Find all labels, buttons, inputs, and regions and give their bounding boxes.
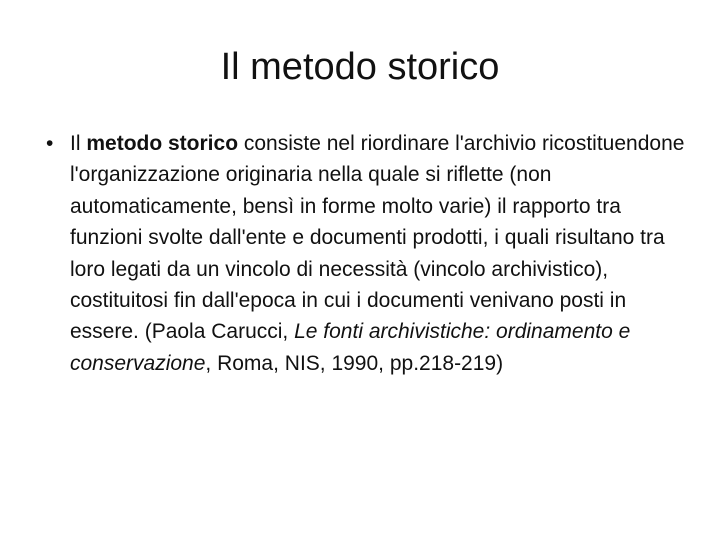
slide-title: Il metodo storico bbox=[220, 46, 500, 88]
bullet-dot-icon: • bbox=[46, 132, 54, 155]
bullet-text-intro: Il bbox=[70, 132, 87, 155]
bullet-text bbox=[70, 128, 696, 379]
bullet-text-citation: , Roma, NIS, 1990, pp.218-219) bbox=[205, 351, 504, 375]
bullet-text-bold-term: metodo storico bbox=[86, 132, 239, 155]
slide-body bbox=[46, 128, 696, 379]
bullet-text-book-title: Le fonti archivistiche: ordinamento e conservazione bbox=[70, 320, 631, 375]
bullet-item bbox=[46, 128, 696, 379]
bullet-text-main: consiste nel riordinare l'archivio ricostituendone l'organizzazione originaria nella quale si riflette (non automaticamente, bensì in forme molto varie) il rapporto tra funzioni svolte dall'ente e documenti prodotti, i quali risultano tra loro legati da un vincolo di necessità (vincolo archivistico), costituitosi fin dall'epoca in cui i documenti venivano posti in essere. (Paola Carucci, bbox=[70, 132, 685, 344]
